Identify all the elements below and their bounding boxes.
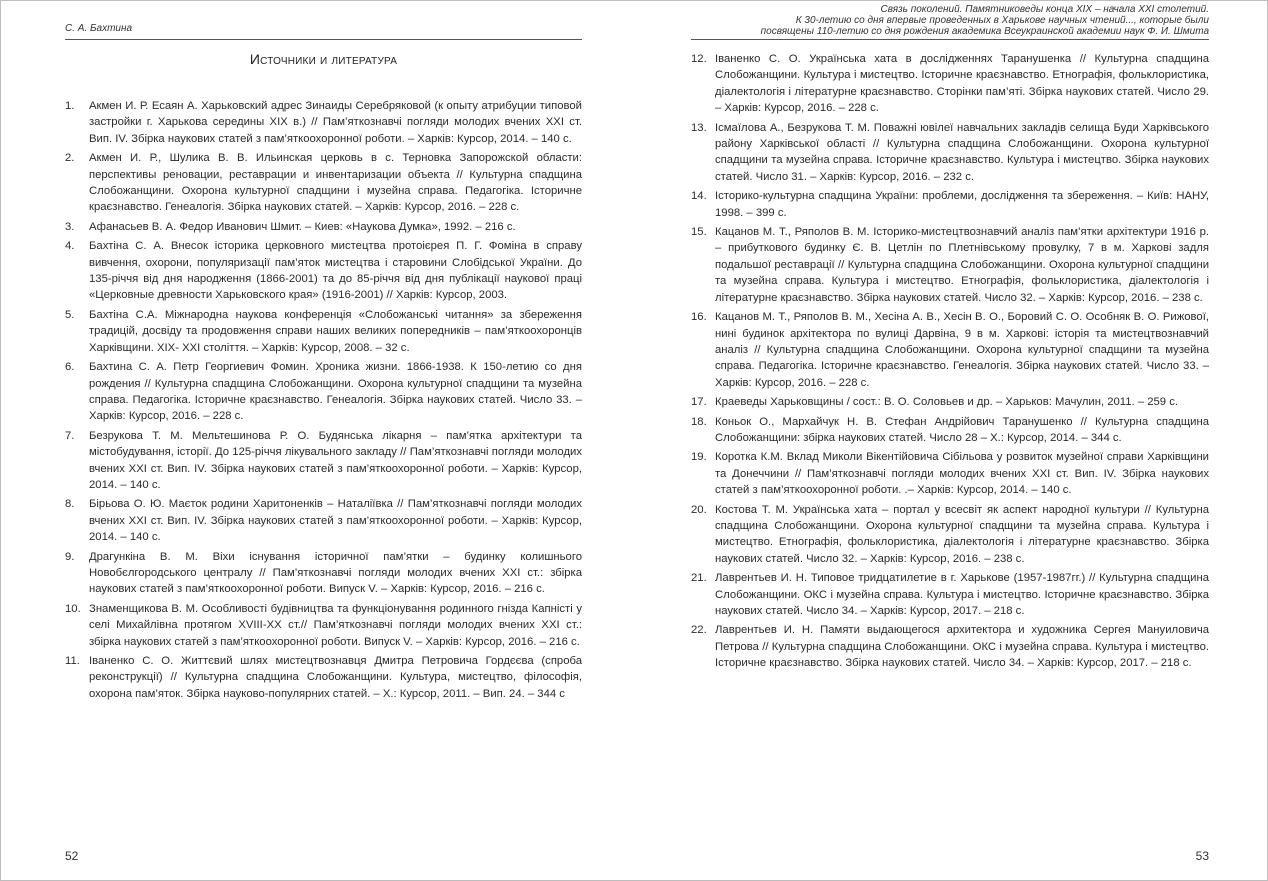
- reference-text: Бахтіна С.А. Міжнародна наукова конференція «Слобожанські читання» за збереження традицій, досвіду та продовження справи наших великих попередників – пам’яткоохоронців Харківщини. XIX- XXI століття. – Харків: Курсор, 2008. – 32 с.: [89, 308, 582, 354]
- reference-text: Бахтина С. А. Петр Георгиевич Фомин. Хроника жизни. 1866-1938. К 150-летию со дня рождения // Культурна спадщина Слобожанщини. Охорона культурної спадщини та музейна справа. Педагогіка. Історичне краєзнавство. Генеалогія. Збірка наукових статей. Число 33. – Харків: Курсор, 2016. – 228 с.: [89, 361, 582, 423]
- left-page: [1, 1, 635, 880]
- reference-number: 3.: [65, 220, 75, 233]
- reference-number: 16.: [691, 311, 707, 324]
- reference-number: 2.: [65, 152, 75, 165]
- reference-item: [65, 238, 582, 304]
- reference-item: [691, 449, 1209, 498]
- header-rule: [691, 39, 1209, 40]
- reference-text: Коротка К.М. Вклад Миколи Вікентійовича Сібільова у розвиток музейної справи Харківщини та Донеччини // Пам’яткознавчі погляди молодих вчених XXI ст. Вип. IV. Збірка наукових статей з пам’яткоохоронної роботи. .– Харків: Курсор, 2014. – 140 с.: [715, 451, 1209, 497]
- reference-list: [691, 51, 1209, 675]
- reference-number: 10.: [65, 602, 81, 615]
- reference-item: [691, 120, 1209, 186]
- reference-text: Костова Т. М. Українська хата – портал у всесвіт як аспект народної культури // Культурна спадщина Слобожанщини. Охорона культурної спадщини та музейна справа. Культура і мистецтво. Етнографія, фольклористика, діалектологія і літературне краєзнавство. Збірка наукових статей. Число 32. – Харків: Курсор, 2016. – 238 с.: [715, 503, 1209, 565]
- reference-number: 1.: [65, 100, 75, 112]
- reference-item: [65, 307, 582, 356]
- reference-number: 13.: [691, 121, 707, 134]
- reference-text: Акмен И. Р. Есаян А. Харьковский адрес Зинаиды Серебряковой (к опыту атрибуции типовой застройки г. Харькова середины XIX в.) // Пам’яткознавчі погляди молодих вчених XXI ст. Вип. IV. Збірка наукових статей з пам’яткоохоронної роботи. – Харків: Курсор, 2014. – 140 с.: [89, 100, 582, 145]
- reference-number: 21.: [691, 572, 707, 585]
- reference-item: [65, 150, 582, 216]
- reference-text: Іваненко С. О. Життєвий шлях мистецтвознавця Дмитра Петровича Гордєєва (спроба реконструкції) // Культурна спадщина Слобожанщини. Культура, мистецтво, філософія, охорона пам’яток. Збірка науково-популярних статей. – Х.: Курсор, 2011. – Вип. 24. – 344 с: [89, 655, 582, 700]
- reference-item: [65, 549, 582, 598]
- reference-number: 20.: [691, 503, 707, 516]
- reference-number: 5.: [65, 308, 75, 321]
- reference-item: [691, 622, 1209, 671]
- reference-list: [65, 98, 582, 705]
- reference-text: Краеведы Харьковщины / сост.: В. О. Соловьев и др. – Харьков: Мачулин, 2011. – 259 с.: [715, 396, 1179, 409]
- running-head-book-title: [761, 4, 1209, 37]
- right-page: [635, 1, 1267, 880]
- reference-item: [691, 224, 1209, 306]
- reference-number: 17.: [691, 396, 707, 409]
- reference-item: [65, 98, 582, 147]
- reference-text: Бахтіна С. А. Внесок історика церковного мистецтва протоієрея П. Г. Фоміна в справу вивчення, охорони, популяризації пам’яток мистецтва і старовини Слобідської України. До 135-річчя від дня народження (1866-2001) та до 85-річчя від дня публікації наукової праці «Церковные древности Харьковского края» (1916-2001) // Харків: Курсор, 2003.: [89, 240, 582, 302]
- reference-text: Ісмаїлова А., Безрукова Т. М. Поважні ювілеї навчальних закладів селища Буди Харківського району Харківської області // Культурна спадщина Слобожанщини. Охорона культурної спадщини та музейна справа. Історичне краєзнавство. Культура і мистецтво. Збірка наукових статей. Число 31. – Харків: Курсор, 2016. – 232 с.: [715, 121, 1209, 183]
- reference-number: 19.: [691, 451, 707, 464]
- reference-item: [65, 653, 582, 702]
- reference-item: [691, 188, 1209, 221]
- reference-text: Кацанов М. Т., Ряполов В. М., Хесіна А. В., Хесін В. О., Боровий С. О. Особняк В. О. Рижової, нині будинок архітектора по вулиці Дарвіна, 9 в м. Харкові: історія та мистецтвознавчий аналіз // Культурна спадщина Слобожанщини. Охорона культурної спадщини та музейна справа. Педагогіка. Історичне краєзнавство. Генеалогія. Збірка наукових статей. Число 33. – Харків: Курсор, 2016. – 228 с.: [715, 311, 1209, 389]
- reference-text: Бірьова О. Ю. Маєток родини Харитоненків – Наталіївка // Пам’яткознавчі погляди молодих вчених XXI ст. Вип. IV. Збірка наукових статей з пам’яткоохоронної роботи. – Харків: Курсор, 2014. – 140 с.: [89, 498, 582, 544]
- reference-item: [65, 601, 582, 650]
- reference-item: [65, 496, 582, 545]
- running-head-line: Связь поколений. Памятниковеды конца XIX – начала XXI столетий.: [880, 4, 1209, 15]
- reference-item: [65, 219, 582, 235]
- reference-text: Іваненко С. О. Українська хата в дослідженнях Таранушенка // Культурна спадщина Слобожанщини. Культура і мистецтво. Історичне краєзнавство. Етнографія, фольклористика, діалектологія і літературне краєзнавство. Сторінки пам’яті. Збірка наукових статей. Число 29. – Харків: Курсор, 2016. – 228 с.: [715, 53, 1209, 115]
- reference-number: 7.: [65, 429, 75, 442]
- reference-number: 4.: [65, 240, 75, 253]
- reference-item: [65, 428, 582, 494]
- reference-text: Драгункіна В. М. Віхи існування історичної пам’ятки – будинку колишнього Новобєлгородського централу // Пам’яткознавчі погляди молодих вчених XXI ст.: збірка наукових статей з пам’яткоохоронної роботи. Випуск V. – Харків: Курсор, 2016. – 216 с.: [89, 550, 582, 596]
- reference-text: Коньок О., Мархайчук Н. В. Стефан Андрійович Таранушенко // Культурна спадщина Слобожанщини: збірка наукових статей. Число 28 – Х.: Курсор, 2014. – 344 с.: [715, 415, 1209, 444]
- reference-item: [691, 570, 1209, 619]
- reference-number: 14.: [691, 190, 707, 203]
- reference-text: Акмен И. Р., Шулика В. В. Ильинская церковь в с. Терновка Запорожской области: перспективы реновации, реставрации и инвентаризации объекта // Культурна спадщина Слобожанщини. Охорона культурної спадщини і музейна справа. Педагогіка. Історичне краєзнавство. Генеалогія. Збірка наукових статей. – Харків: Курсор, 2016. – 228 с.: [89, 152, 582, 214]
- reference-item: [691, 414, 1209, 447]
- reference-item: [691, 394, 1209, 410]
- reference-text: Лаврентьев И. Н. Памяти выдающегося архитектора и художника Сергея Мануиловича Петрова // Культурна спадщина Слобожанщини. ОКС і музейна справа. Культура і мистецтво. Історичне краєзнавство. Збірка наукових статей. Число 34. – Харків: Курсор, 2017. – 218 с.: [715, 624, 1209, 670]
- reference-number: 12.: [691, 53, 707, 65]
- reference-text: Знаменщикова В. М. Особливості будівництва та функціонування родинного гнізда Капністі у селі Михайлівна протягом XVIII-XX ст.// Пам’яткознавчі погляди молодих вчених XXI ст.: збірка наукових статей з пам’яткоохоронної роботи. Випуск V. – Харків: Курсор, 2016. – 216 с.: [89, 602, 582, 648]
- page-number: 53: [1195, 849, 1209, 863]
- reference-number: 8.: [65, 498, 75, 511]
- reference-text: Афанасьев В. А. Федор Иванович Шмит. – Киев: «Наукова Думка», 1992. – 216 с.: [89, 220, 516, 233]
- reference-item: [691, 309, 1209, 391]
- reference-number: 22.: [691, 624, 707, 637]
- header-rule: [65, 39, 582, 40]
- running-head-line: К 30-летию со дня впервые проведенных в Харькове научных чтений..., которые были: [795, 15, 1209, 26]
- reference-number: 11.: [65, 655, 80, 667]
- reference-item: [691, 51, 1209, 117]
- section-title: Источники и литература: [249, 51, 398, 67]
- reference-text: Лаврентьев И. Н. Типовое тридцатилетие в г. Харькове (1957-1987гг.) // Культурна спадщина Слобожанщини. ОКС і музейна справа. Культура і мистецтво. Історичне краєзнавство. Збірка наукових статей. Число 34. – Харків: Курсор, 2017. – 218 с.: [715, 572, 1209, 617]
- reference-item: [691, 502, 1209, 568]
- reference-number: 15.: [691, 226, 707, 239]
- running-head-author: С. А. Бахтина: [65, 23, 133, 34]
- reference-text: Історико-культурна спадщина України: проблеми, дослідження та збереження. – Київ: НАНУ, 1998. – 399 с.: [715, 190, 1209, 219]
- reference-text: Безрукова Т. М. Мельтешинова Р. О. Будянська лікарня – пам’ятка архітектури та містобудування, історії. До 125-річчя лікувального закладу // Пам’яткознавчі погляди молодих вчених XXI ст. Вип. IV. Збірка наукових статей з пам’яткоохоронної роботи. – Харків: Курсор, 2014. – 140 с.: [89, 429, 582, 491]
- reference-number: 9.: [65, 550, 75, 563]
- running-head-line: посвящены 110-летию со дня рождения академика Всеукраинской академии наук Ф. И. Шмита: [760, 26, 1209, 37]
- reference-number: 18.: [691, 415, 707, 428]
- reference-number: 6.: [65, 361, 75, 374]
- reference-text: Кацанов М. Т., Ряполов В. М. Історико-мистецтвознавчий аналіз пам’ятки архітектури 1916 р. – прибуткового будинку Є. В. Цетлін по Плетнівському провулку, 7 в м. Харкові задля подальшої реставрації // Культурна спадщина Слобожанщини. Охорона культурної спадщини та музейна справа. Культура і мистецтво. Етнографія, фольклористика, діалектологія і літературне краєзнавство. Збірка наукових статей. Число 32. – Харків: Курсор, 2016. – 238 с.: [715, 226, 1209, 304]
- page-number: 52: [65, 849, 79, 863]
- reference-item: [65, 359, 582, 425]
